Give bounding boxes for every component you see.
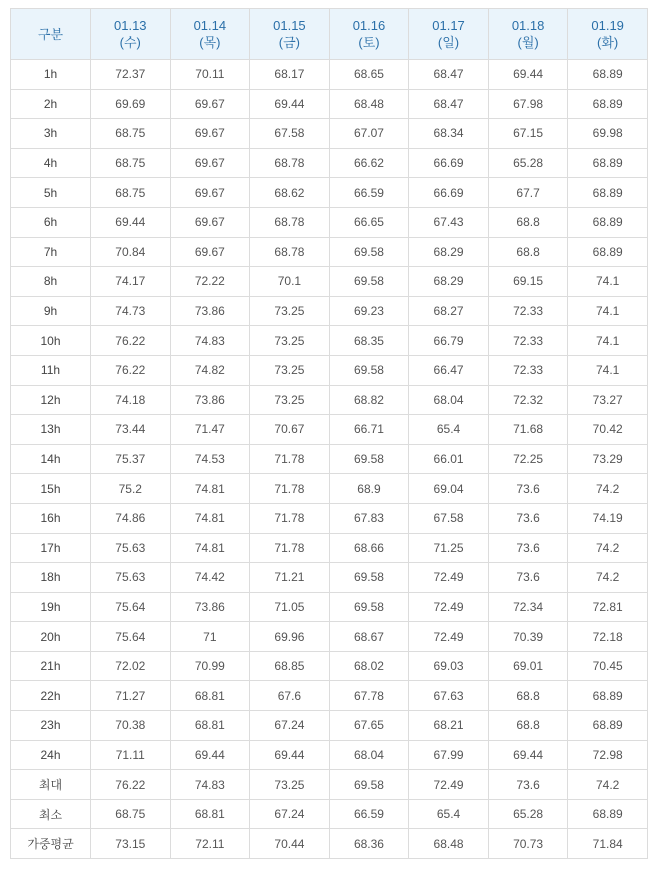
table-cell: 74.18 [91,385,171,415]
table-cell: 72.25 [488,444,568,474]
table-cell: 67.58 [250,119,330,149]
table-cell: 73.29 [568,444,648,474]
table-cell: 71.21 [250,563,330,593]
table-cell: 70.99 [170,651,250,681]
table-row [11,740,648,770]
table-cell: 73.25 [250,296,330,326]
table-cell: 69.23 [329,296,409,326]
table-cell: 74.73 [91,296,171,326]
table-cell: 73.86 [170,385,250,415]
row-label: 19h [11,592,91,622]
table-cell: 73.6 [488,563,568,593]
table-row [11,829,648,859]
table-cell: 69.67 [170,148,250,178]
table-cell: 74.1 [568,296,648,326]
table-body [11,60,648,859]
table-cell: 68.17 [250,60,330,90]
row-label: 8h [11,267,91,297]
table-cell: 73.44 [91,415,171,445]
row-label: 최소 [11,799,91,829]
table-cell: 74.83 [170,770,250,800]
column-date: 01.17 [432,18,465,33]
row-label: 5h [11,178,91,208]
row-label: 23h [11,711,91,741]
column-date: 01.19 [591,18,624,33]
table-cell: 75.2 [91,474,171,504]
table-cell: 68.75 [91,178,171,208]
table-cell: 68.35 [329,326,409,356]
row-label: 22h [11,681,91,711]
table-cell: 69.44 [250,740,330,770]
date-column-header [409,9,489,60]
table-cell: 73.6 [488,503,568,533]
table-cell: 68.75 [91,799,171,829]
table-row [11,355,648,385]
table-cell: 68.34 [409,119,489,149]
date-column-header [250,9,330,60]
row-label: 4h [11,148,91,178]
column-date: 01.16 [352,18,386,33]
table-cell: 65.28 [488,799,568,829]
date-column-header [329,9,409,60]
table-cell: 67.07 [329,119,409,149]
table-cell: 68.89 [568,237,648,267]
table-cell: 71.84 [568,829,648,859]
table-cell: 69.67 [170,207,250,237]
table-cell: 70.38 [91,711,171,741]
table-cell: 70.67 [250,415,330,445]
table-cell: 73.6 [488,474,568,504]
table-cell: 74.2 [568,474,648,504]
table-cell: 74.1 [568,267,648,297]
table-cell: 69.58 [329,592,409,622]
table-cell: 72.32 [488,385,568,415]
table-cell: 67.7 [488,178,568,208]
table-cell: 73.6 [488,533,568,563]
table-cell: 69.67 [170,237,250,267]
table-cell: 66.62 [329,148,409,178]
row-label: 6h [11,207,91,237]
data-table-container [10,8,647,859]
table-row [11,207,648,237]
row-label: 21h [11,651,91,681]
table-cell: 66.79 [409,326,489,356]
table-row [11,592,648,622]
table-cell: 68.67 [329,622,409,652]
table-cell: 72.18 [568,622,648,652]
row-label: 16h [11,503,91,533]
table-header [11,9,648,60]
table-cell: 66.59 [329,799,409,829]
date-column-header [488,9,568,60]
table-cell: 71.78 [250,474,330,504]
table-cell: 75.37 [91,444,171,474]
table-cell: 68.75 [91,119,171,149]
table-cell: 70.84 [91,237,171,267]
table-cell: 73.25 [250,326,330,356]
table-cell: 71.27 [91,681,171,711]
date-column-header [568,9,648,60]
table-cell: 72.81 [568,592,648,622]
table-row [11,148,648,178]
row-label: 9h [11,296,91,326]
table-cell: 72.33 [488,355,568,385]
table-row [11,444,648,474]
table-cell: 68.75 [91,148,171,178]
table-cell: 73.15 [91,829,171,859]
table-cell: 68.89 [568,681,648,711]
table-cell: 70.42 [568,415,648,445]
table-cell: 73.6 [488,770,568,800]
table-cell: 72.34 [488,592,568,622]
table-cell: 69.15 [488,267,568,297]
table-cell: 70.1 [250,267,330,297]
table-cell: 74.81 [170,503,250,533]
table-cell: 71.68 [488,415,568,445]
table-cell: 69.58 [329,563,409,593]
table-cell: 72.49 [409,592,489,622]
table-cell: 67.65 [329,711,409,741]
table-row [11,474,648,504]
table-cell: 68.8 [488,681,568,711]
table-cell: 70.39 [488,622,568,652]
table-cell: 66.59 [329,178,409,208]
table-cell: 73.86 [170,592,250,622]
table-cell: 68.29 [409,237,489,267]
table-cell: 69.58 [329,267,409,297]
table-cell: 72.49 [409,770,489,800]
table-cell: 72.11 [170,829,250,859]
table-cell: 71.78 [250,533,330,563]
row-label: 15h [11,474,91,504]
row-label: 가중평균 [11,829,91,859]
table-cell: 71 [170,622,250,652]
table-cell: 68.78 [250,207,330,237]
row-label: 14h [11,444,91,474]
table-row [11,267,648,297]
table-cell: 67.98 [488,89,568,119]
table-cell: 65.4 [409,415,489,445]
table-cell: 68.48 [329,89,409,119]
table-row [11,178,648,208]
table-cell: 67.83 [329,503,409,533]
table-cell: 72.33 [488,326,568,356]
date-column-header [91,9,171,60]
date-column-header [170,9,250,60]
table-cell: 70.11 [170,60,250,90]
table-cell: 75.64 [91,592,171,622]
table-cell: 74.53 [170,444,250,474]
table-row [11,296,648,326]
table-cell: 69.67 [170,89,250,119]
column-weekday: (수) [119,35,141,50]
table-cell: 68.89 [568,89,648,119]
table-cell: 69.44 [91,207,171,237]
table-cell: 72.37 [91,60,171,90]
table-cell: 72.98 [568,740,648,770]
row-label: 7h [11,237,91,267]
table-cell: 69.58 [329,444,409,474]
table-cell: 72.33 [488,296,568,326]
table-cell: 68.89 [568,148,648,178]
table-cell: 68.81 [170,799,250,829]
table-cell: 76.22 [91,770,171,800]
table-cell: 69.96 [250,622,330,652]
table-cell: 68.21 [409,711,489,741]
row-label: 11h [11,355,91,385]
table-cell: 75.63 [91,533,171,563]
table-cell: 71.47 [170,415,250,445]
table-cell: 67.43 [409,207,489,237]
table-cell: 68.89 [568,178,648,208]
table-cell: 68.47 [409,60,489,90]
table-cell: 68.04 [409,385,489,415]
table-cell: 70.44 [250,829,330,859]
row-label: 2h [11,89,91,119]
table-row [11,681,648,711]
table-row [11,770,648,800]
table-cell: 69.67 [170,119,250,149]
corner-header: 구분 [11,9,91,60]
row-label: 20h [11,622,91,652]
table-row [11,237,648,267]
table-cell: 66.65 [329,207,409,237]
table-cell: 67.24 [250,799,330,829]
table-cell: 71.25 [409,533,489,563]
table-cell: 74.2 [568,770,648,800]
table-cell: 68.8 [488,711,568,741]
table-cell: 68.29 [409,267,489,297]
table-cell: 74.42 [170,563,250,593]
column-weekday: (토) [358,35,380,50]
table-cell: 69.98 [568,119,648,149]
table-cell: 65.28 [488,148,568,178]
table-row [11,326,648,356]
table-cell: 68.81 [170,681,250,711]
table-cell: 68.36 [329,829,409,859]
table-row [11,415,648,445]
table-cell: 74.81 [170,474,250,504]
table-cell: 67.63 [409,681,489,711]
table-cell: 76.22 [91,355,171,385]
table-cell: 74.19 [568,503,648,533]
column-weekday: (목) [199,35,221,50]
table-row [11,119,648,149]
table-row [11,563,648,593]
table-cell: 73.25 [250,385,330,415]
table-row [11,622,648,652]
table-cell: 74.1 [568,355,648,385]
table-cell: 65.4 [409,799,489,829]
row-label: 17h [11,533,91,563]
table-cell: 69.03 [409,651,489,681]
table-cell: 66.69 [409,178,489,208]
table-cell: 69.01 [488,651,568,681]
table-cell: 69.58 [329,355,409,385]
table-cell: 74.83 [170,326,250,356]
table-cell: 74.86 [91,503,171,533]
table-cell: 73.25 [250,355,330,385]
table-cell: 67.6 [250,681,330,711]
row-label: 24h [11,740,91,770]
table-cell: 72.49 [409,563,489,593]
table-cell: 69.44 [488,740,568,770]
table-cell: 75.63 [91,563,171,593]
column-weekday: (일) [437,35,460,50]
column-weekday: (금) [278,35,301,50]
table-cell: 68.8 [488,237,568,267]
table-row [11,385,648,415]
table-cell: 68.82 [329,385,409,415]
table-cell: 71.05 [250,592,330,622]
table-cell: 69.58 [329,237,409,267]
table-row [11,799,648,829]
row-label: 10h [11,326,91,356]
table-cell: 69.69 [91,89,171,119]
table-cell: 74.82 [170,355,250,385]
row-label: 13h [11,415,91,445]
table-cell: 66.47 [409,355,489,385]
table-cell: 72.02 [91,651,171,681]
table-cell: 69.44 [170,740,250,770]
row-label: 12h [11,385,91,415]
table-row [11,60,648,90]
table-row [11,651,648,681]
table-cell: 68.89 [568,207,648,237]
table-cell: 68.04 [329,740,409,770]
table-cell: 72.22 [170,267,250,297]
table-cell: 68.81 [170,711,250,741]
table-cell: 67.58 [409,503,489,533]
table-cell: 68.89 [568,711,648,741]
table-cell: 69.67 [170,178,250,208]
table-cell: 67.78 [329,681,409,711]
table-cell: 69.04 [409,474,489,504]
row-label: 18h [11,563,91,593]
column-date: 01.13 [114,18,147,33]
table-cell: 66.71 [329,415,409,445]
column-date: 01.18 [511,18,545,33]
table-cell: 68.89 [568,60,648,90]
table-cell: 71.11 [91,740,171,770]
table-cell: 73.25 [250,770,330,800]
table-cell: 68.27 [409,296,489,326]
table-row [11,711,648,741]
table-cell: 74.2 [568,563,648,593]
table-row [11,503,648,533]
table-cell: 68.89 [568,799,648,829]
table-cell: 68.8 [488,207,568,237]
table-row [11,533,648,563]
table-cell: 68.47 [409,89,489,119]
table-cell: 69.44 [250,89,330,119]
table-cell: 73.86 [170,296,250,326]
header-row [11,9,648,60]
table-cell: 68.66 [329,533,409,563]
table-cell: 73.27 [568,385,648,415]
table-cell: 70.73 [488,829,568,859]
table-cell: 72.49 [409,622,489,652]
column-weekday: (월) [517,35,539,50]
table-cell: 67.24 [250,711,330,741]
row-label: 3h [11,119,91,149]
row-label: 최대 [11,770,91,800]
table-cell: 68.48 [409,829,489,859]
table-cell: 68.9 [329,474,409,504]
table-cell: 66.01 [409,444,489,474]
table-cell: 71.78 [250,503,330,533]
table-cell: 74.81 [170,533,250,563]
table-cell: 71.78 [250,444,330,474]
hourly-data-table [10,8,648,859]
table-row [11,89,648,119]
row-label: 1h [11,60,91,90]
table-cell: 68.78 [250,237,330,267]
table-cell: 68.85 [250,651,330,681]
table-cell: 68.62 [250,178,330,208]
table-cell: 68.02 [329,651,409,681]
table-cell: 69.58 [329,770,409,800]
table-cell: 70.45 [568,651,648,681]
table-cell: 67.15 [488,119,568,149]
table-cell: 74.17 [91,267,171,297]
table-cell: 67.99 [409,740,489,770]
column-weekday: (화) [597,35,619,50]
table-cell: 66.69 [409,148,489,178]
table-cell: 69.44 [488,60,568,90]
table-cell: 74.2 [568,533,648,563]
table-cell: 76.22 [91,326,171,356]
table-cell: 75.64 [91,622,171,652]
column-date: 01.14 [193,18,227,33]
table-cell: 74.1 [568,326,648,356]
table-cell: 68.78 [250,148,330,178]
column-date: 01.15 [273,18,306,33]
table-cell: 68.65 [329,60,409,90]
